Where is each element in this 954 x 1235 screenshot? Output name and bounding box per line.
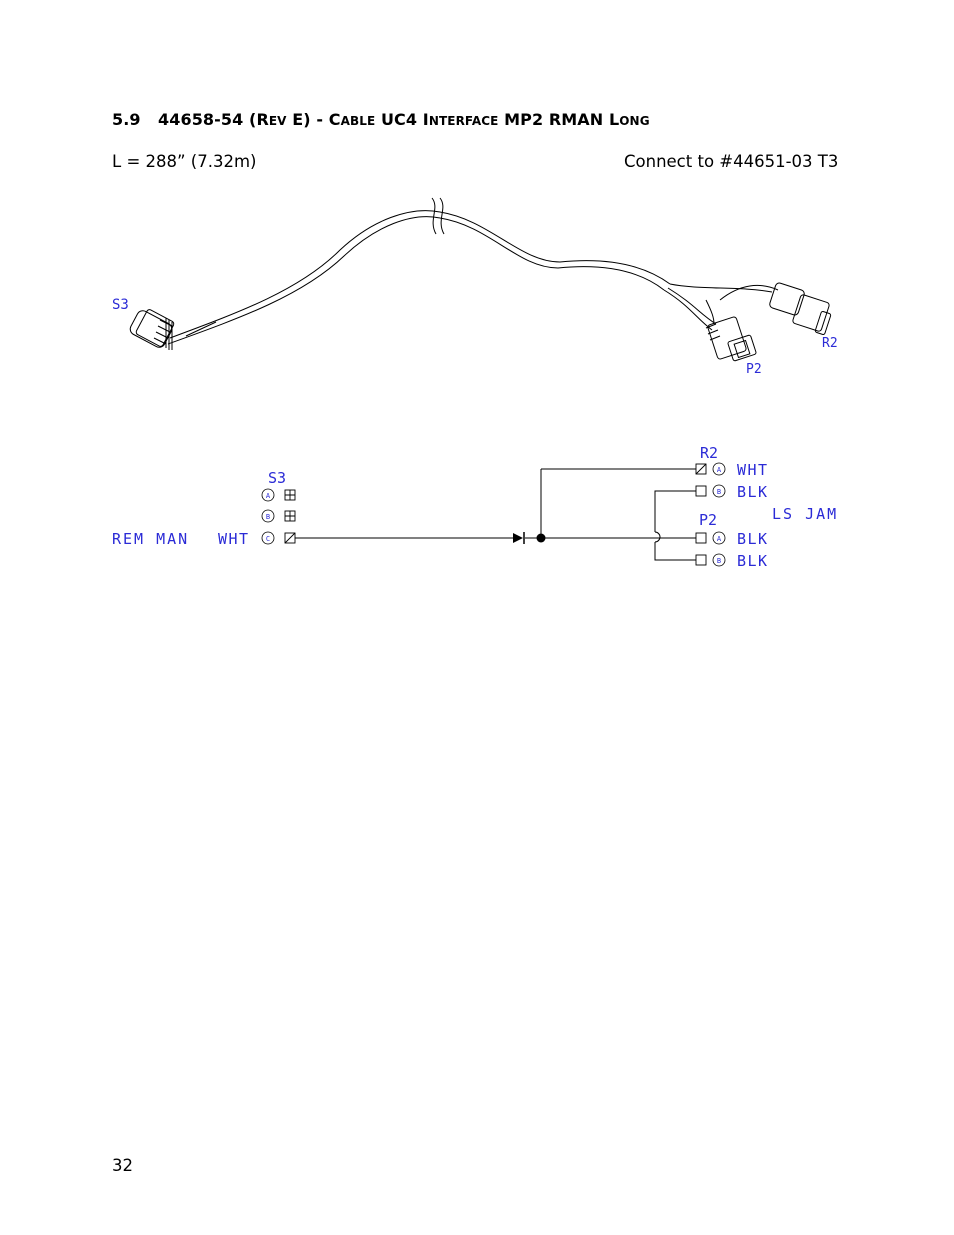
- page-number: 32: [112, 1156, 133, 1175]
- r2-connector-drawing: [769, 282, 831, 335]
- r2-pin-b-letter: B: [716, 488, 722, 496]
- s3-pin-b-letter: B: [265, 513, 271, 521]
- p2-schematic-label: P2: [699, 511, 718, 529]
- s3-pin-b: [262, 510, 295, 522]
- p2-pin-b: [696, 552, 769, 570]
- p2-pin-a-color: BLK: [737, 530, 769, 548]
- s3-pin-c-letter: C: [265, 535, 271, 543]
- section-title-part: NTERFACE: [428, 114, 499, 128]
- cable-length: L = 288” (7.32m): [112, 152, 257, 171]
- r2-drawing-label: R2: [822, 336, 838, 351]
- p2-pin-b-letter: B: [716, 557, 722, 565]
- cable-illustration: [168, 198, 778, 344]
- r2-pin-a-letter: A: [716, 466, 722, 474]
- section-title-part: UC4 I: [375, 110, 429, 129]
- p2-drawing-label: P2: [746, 362, 762, 377]
- p2-connector-drawing: [706, 316, 757, 361]
- r2-pin-a-color: WHT: [737, 461, 769, 479]
- s3-schematic-label: S3: [268, 469, 287, 487]
- rem-man-label: REM MAN: [112, 530, 190, 548]
- s3-pin-a: [262, 489, 295, 501]
- r2-pin-b: [696, 483, 769, 501]
- connect-note: Connect to #44651-03 T3: [624, 152, 839, 171]
- p2-pin-a-letter: A: [716, 535, 722, 543]
- section-number: 5.9: [112, 110, 141, 129]
- r2-schematic-label: R2: [700, 444, 719, 462]
- s3-pin-c: [262, 532, 295, 544]
- schematic: [112, 444, 838, 570]
- schematic-wires: [295, 469, 696, 560]
- section-title-part: ONG: [619, 114, 650, 128]
- s3-pin-a-letter: A: [265, 492, 271, 500]
- section-title-part: MP2 RMAN L: [498, 110, 620, 129]
- diode-symbol: [513, 532, 524, 544]
- p2-pin-a: [696, 530, 769, 548]
- section-title-part: E) - C: [286, 110, 341, 129]
- s3-drawing-label: S3: [112, 297, 129, 313]
- r2-pin-a: [696, 461, 769, 479]
- section-title-part: 44658-54 (R: [158, 110, 269, 129]
- s3-connector-drawing: [128, 309, 216, 350]
- section-title-part: ABLE: [340, 114, 376, 128]
- p2-pin-b-color: BLK: [737, 552, 769, 570]
- r2-pin-b-color: BLK: [737, 483, 769, 501]
- s3-wire-color: WHT: [218, 530, 250, 548]
- section-title-part: EV: [268, 114, 287, 128]
- wire-junction-dot: [537, 534, 546, 543]
- ls-jam-label: LS JAM: [772, 505, 839, 523]
